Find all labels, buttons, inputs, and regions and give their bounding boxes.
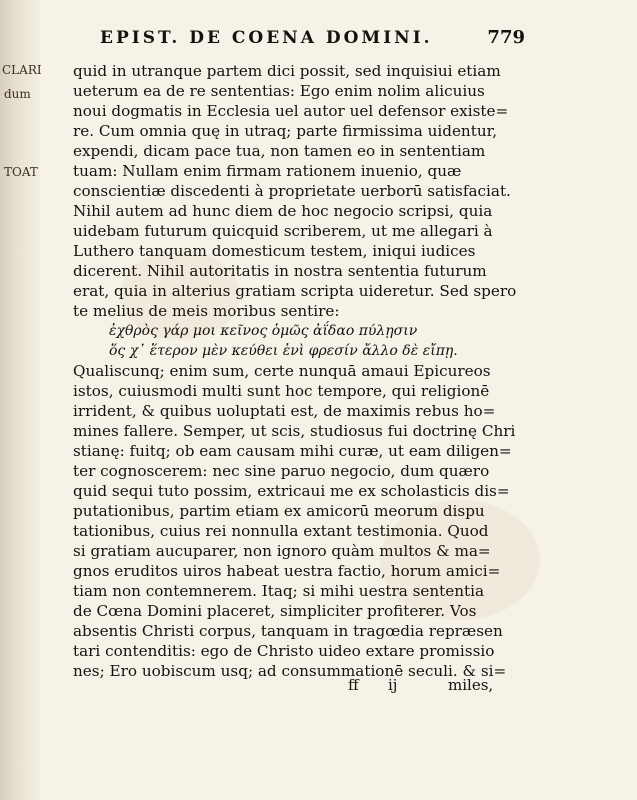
text-line: dicerent. Nihil autoritatis in nostra sententia futurum <box>73 262 487 280</box>
text-line: noui dogmatis in Ecclesia uel autor uel defensor existe= <box>73 102 509 120</box>
text-line: ter cognoscerem: nec sine paruo negocio, dum quæro <box>73 462 490 480</box>
text-line: conscientiæ discedenti à proprietate uerborū satisfaciat. <box>73 182 511 200</box>
margin-note: TOAT <box>4 165 38 179</box>
text-line: mines fallere. Semper, ut scis, studiosus fui doctrinę Chri <box>73 422 516 440</box>
text-line: tationibus, cuius rei nonnulla extant testimonia. Quod <box>73 522 489 540</box>
text-line: si gratiam aucuparer, non ignoro quàm multos & ma= <box>73 542 491 560</box>
greek-quote-line: ἐχθρὸς γάρ μοι κεῖνος ὁμῶς ἀΐδαο πύλῃσιν <box>109 323 418 339</box>
text-line: istos, cuiusmodi multi sunt hoc tempore, qui religionē <box>73 382 490 400</box>
page-number: 779 <box>487 27 525 48</box>
greek-quote-line: ὅς χ᾽ ἕτερον μὲν κεύθει ἐνὶ φρεσίν ἄλλο δὲ εἴπῃ. <box>109 343 458 359</box>
margin-note: dum <box>4 87 31 101</box>
text-line: uidebam futurum quicquid scriberem, ut me allegari à <box>73 222 493 240</box>
text-line: Luthero tanquam domesticum testem, iniqui iudices <box>73 242 476 260</box>
text-line: putationibus, partim etiam ex amicorū meorum dispu <box>73 502 485 520</box>
text-line: ueterum ea de re sententias: Ego enim nolim alicuius <box>73 82 485 100</box>
text-line: gnos eruditos uiros habeat uestra factio, horum amici= <box>73 562 501 580</box>
text-line: Nihil autem ad hunc diem de hoc negocio scripsi, quia <box>73 202 493 220</box>
previous-page-edge <box>0 0 40 800</box>
text-line: erat, quia in alterius gratiam scripta uideretur. Sed spero <box>73 282 517 300</box>
margin-note: CLARI <box>2 63 42 77</box>
text-line: irrident, & quibus uoluptati est, de maximis rebus ho= <box>73 402 496 420</box>
running-title: EPIST. DE COENA DOMINI. <box>100 28 433 48</box>
text-line: quid sequi tuto possim, extricaui me ex scholasticis dis= <box>73 482 510 500</box>
text-line: Qualiscunq; enim sum, certe nunquā amaui Epicureos <box>73 362 491 380</box>
text-line: expendi, dicam pace tua, non tamen eo in sententiam <box>73 142 486 160</box>
text-line: te melius de meis moribus sentire: <box>73 302 340 320</box>
text-line: quid in utranque partem dici possit, sed inquisiui etiam <box>73 62 501 80</box>
signature-number: ij <box>388 676 398 694</box>
text-line: absentis Christi corpus, tanquam in tragœdia repræsen <box>73 622 503 640</box>
text-line: tari contenditis: ego de Christo uideo extare promissio <box>73 642 495 660</box>
text-line: re. Cum omnia quę in utraq; parte firmissima uidentur, <box>73 122 498 140</box>
text-line: tuam: Nullam enim firmam rationem inuenio, quæ <box>73 162 462 180</box>
text-line: stianę: fuitq; ob eam causam mihi curæ, ut eam diligen= <box>73 442 512 460</box>
signature-line <box>348 676 508 696</box>
text-line: nes; Ero uobiscum usq; ad consummationē seculi. & si= <box>73 662 507 680</box>
text-line: tiam non contemnerem. Itaq; si mihi uestra sententia <box>73 582 485 600</box>
text-line: de Cœna Domini placeret, simpliciter profiterer. Vos <box>73 602 477 620</box>
signature-mark: ff <box>348 676 359 694</box>
main-text <box>73 61 523 681</box>
catchword: miles, <box>448 676 494 694</box>
